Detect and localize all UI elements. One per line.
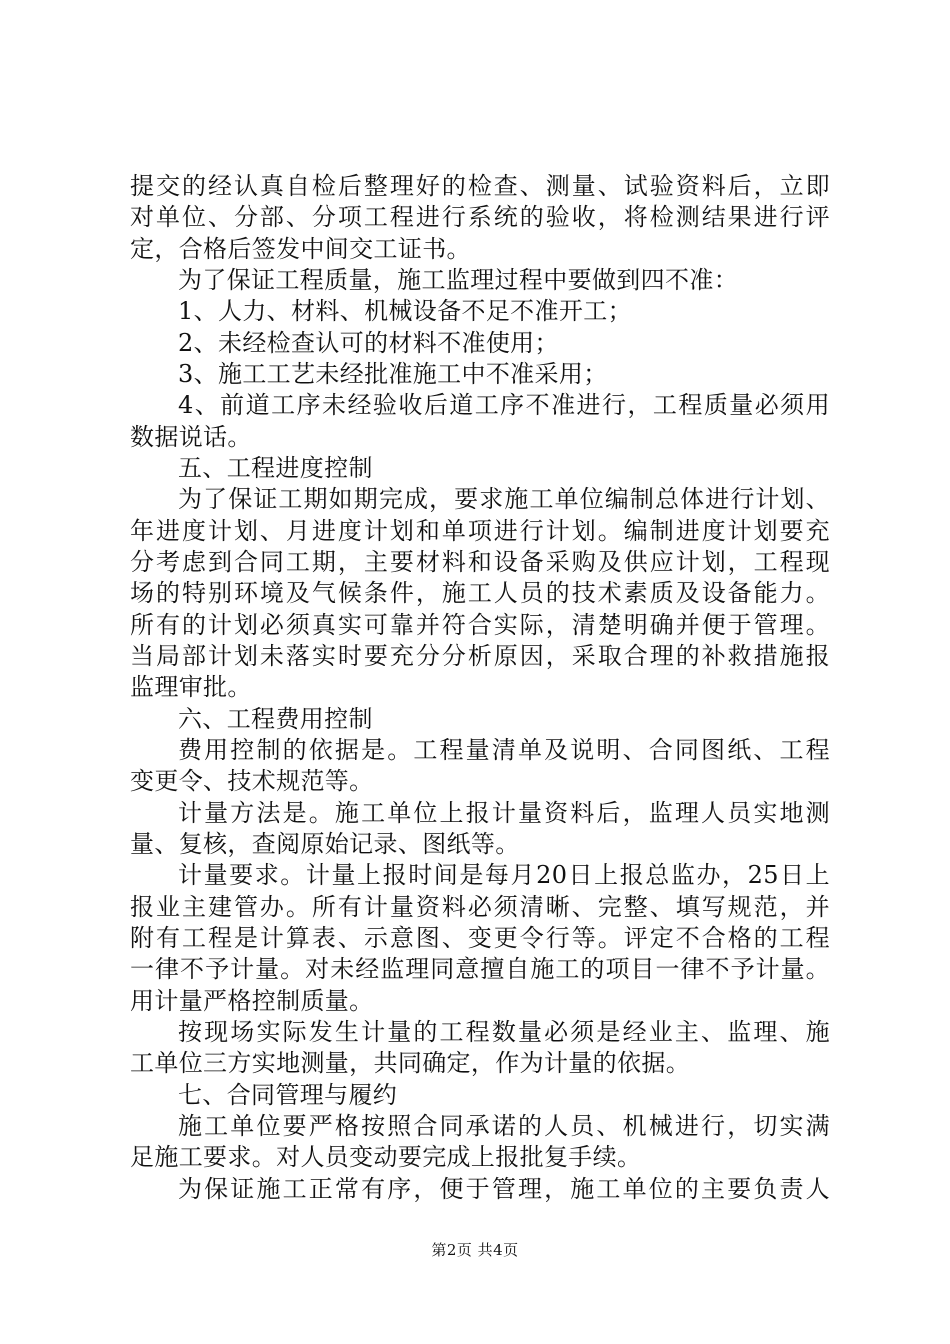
text-line: 足施工要求。对人员变动要完成上报批复手续。 (130, 1143, 642, 1172)
text-line: 年进度计划、月进度计划和单项进行计划。编制进度计划要充 (130, 516, 830, 545)
text-line: 对单位、分部、分项工程进行系统的验收，将检测结果进行评 (130, 203, 830, 232)
text-line: 报业主建管办。所有计量资料必须清晰、完整、填写规范，并 (130, 892, 830, 921)
section-heading: 六、工程费用控制 (178, 704, 373, 733)
document-body (130, 171, 830, 1205)
text-line: 场的特别环境及气候条件，施工人员的技术素质及设备能力。 (130, 579, 830, 608)
list-item: 4、前道工序未经验收后道工序不准进行，工程质量必须用 (178, 391, 830, 420)
text-line: 计量方法是。施工单位上报计量资料后，监理人员实地测 (178, 798, 830, 827)
text-line: 附有工程是计算表、示意图、变更令行等。评定不合格的工程 (130, 923, 830, 952)
text-line: 施工单位要严格按照合同承诺的人员、机械进行，切实满 (178, 1111, 830, 1140)
text-line: 工单位三方实地测量，共同确定，作为计量的依据。 (130, 1049, 691, 1078)
text-line: 数据说话。 (130, 422, 252, 451)
text-line: 定，合格后签发中间交工证书。 (130, 234, 471, 263)
text-line: 提交的经认真自检后整理好的检查、测量、试验资料后，立即 (130, 172, 830, 200)
text-line: 为保证施工正常有序，便于管理，施工单位的主要负责人 (178, 1174, 830, 1203)
text-line: 监理审批。 (130, 673, 252, 702)
list-item: 2、未经检查认可的材料不准使用； (178, 328, 559, 357)
text-line: 所有的计划必须真实可靠并符合实际，清楚明确并便于管理。 (130, 610, 830, 639)
text-line: 为了保证工期如期完成，要求施工单位编制总体进行计划、 (178, 485, 830, 514)
section-heading: 五、工程进度控制 (178, 453, 373, 482)
text-line: 为了保证工程质量，施工监理过程中要做到四不准： (178, 265, 739, 294)
text-line: 分考虑到合同工期，主要材料和设备采购及供应计划，工程现 (130, 547, 830, 576)
text-line: 用计量严格控制质量。 (130, 986, 374, 1015)
section-heading: 七、合同管理与履约 (178, 1080, 398, 1109)
page-number-footer: 第2页 共4页 (431, 1241, 519, 1259)
text-line: 计量要求。计量上报时间是每月20日上报总监办，25日上 (178, 861, 830, 890)
text-line: 费用控制的依据是。工程量清单及说明、合同图纸、工程 (178, 735, 830, 764)
list-item: 3、施工工艺未经批准施工中不准采用； (178, 359, 608, 388)
list-item: 1、人力、材料、机械设备不足不准开工； (178, 297, 632, 326)
text-line: 一律不予计量。对未经监理同意擅自施工的项目一律不予计量。 (130, 955, 830, 984)
text-line: 量、复核，查阅原始记录、图纸等。 (130, 829, 520, 858)
text-line: 按现场实际发生计量的工程数量必须是经业主、监理、施 (178, 1017, 830, 1046)
text-line: 变更令、技术规范等。 (130, 767, 374, 796)
text-line: 当局部计划未落实时要充分分析原因，采取合理的补救措施报 (130, 641, 830, 670)
